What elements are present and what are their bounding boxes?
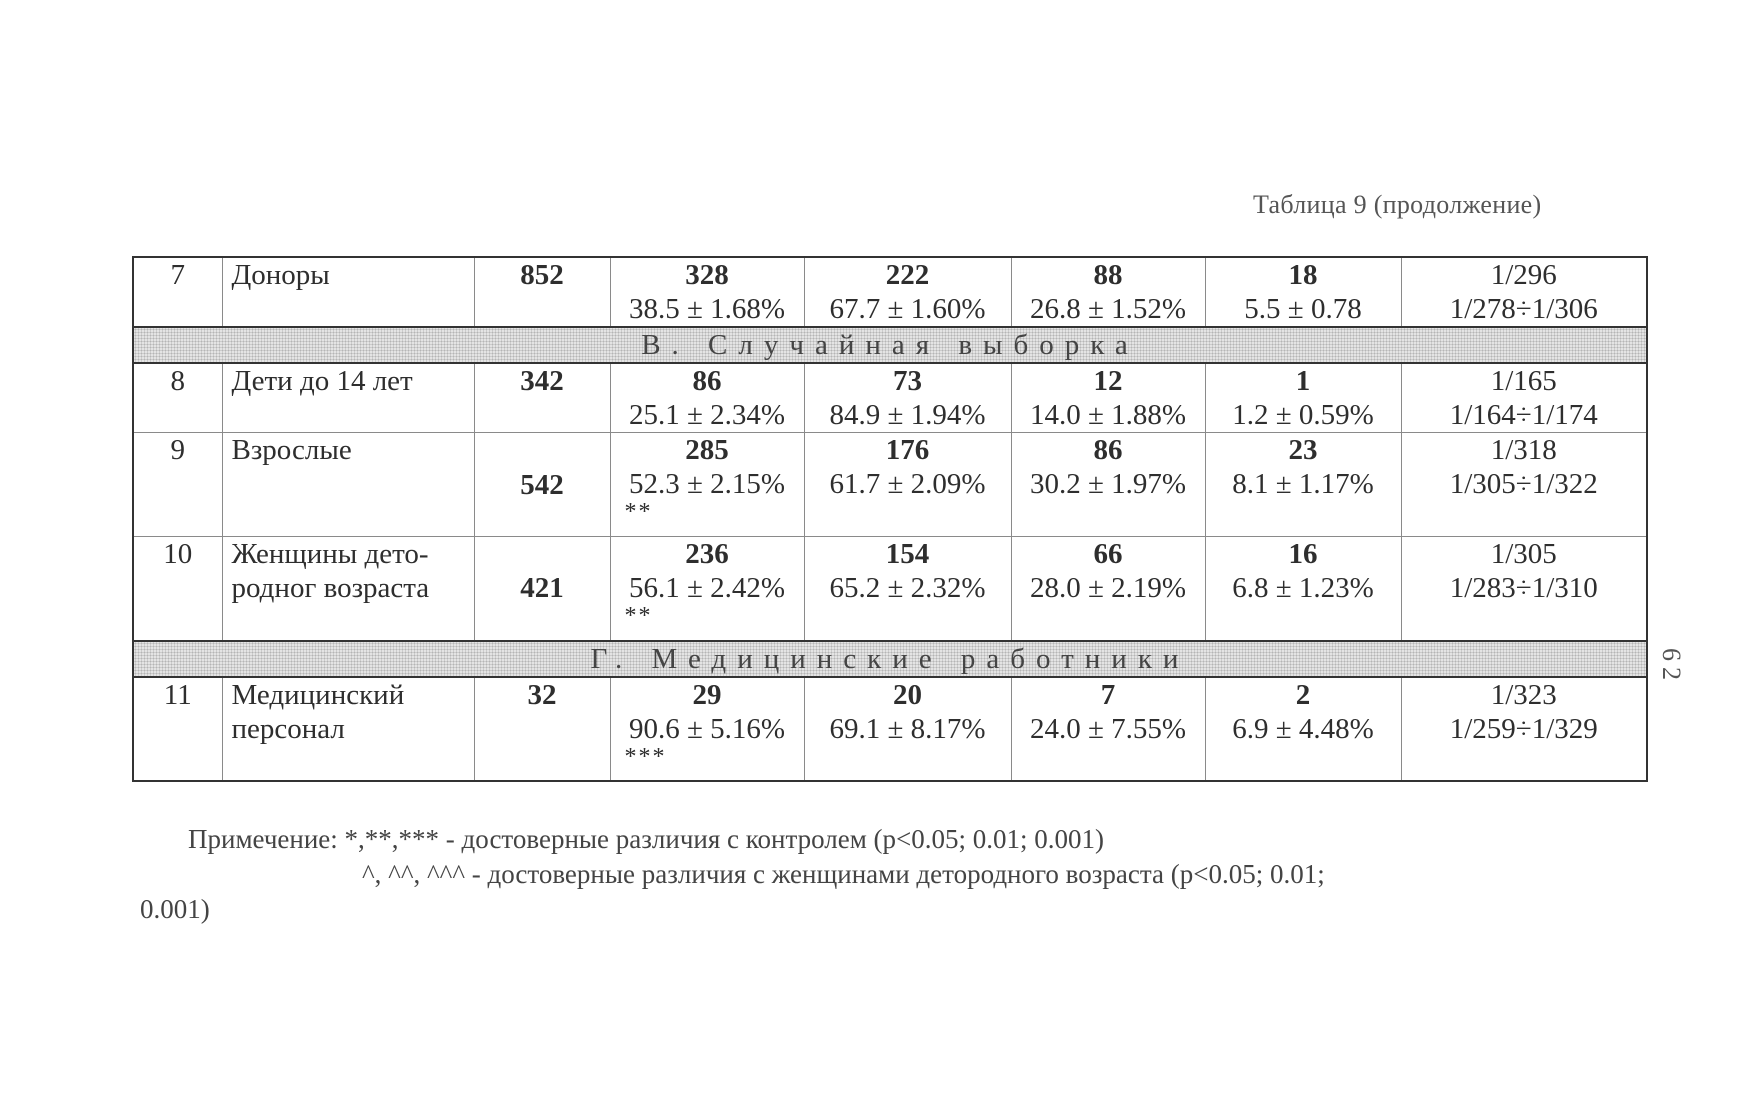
group-total: 421 bbox=[474, 537, 610, 641]
col3-cell bbox=[1011, 363, 1205, 433]
table-row bbox=[133, 537, 1647, 641]
data-table bbox=[132, 256, 1648, 782]
col2-count: 222 bbox=[885, 259, 930, 291]
col3-count: 88 bbox=[1093, 259, 1123, 291]
col4-count: 2 bbox=[1295, 678, 1311, 711]
ratio-main: 1/305 bbox=[1490, 538, 1557, 570]
col2-percent: 65.2 ± 2.32% bbox=[829, 572, 986, 604]
col1-percent: 25.1 ± 2.34% bbox=[628, 399, 786, 431]
col1-count: 285 bbox=[685, 434, 729, 466]
ratio-cell bbox=[1401, 363, 1647, 433]
col3-cell bbox=[1011, 433, 1205, 537]
ratio-range: 1/305÷1/322 bbox=[1449, 468, 1598, 500]
col1-count: 29 bbox=[692, 678, 722, 711]
group-total: 32 bbox=[474, 677, 610, 781]
col1-percent: 52.3 ± 2.15% bbox=[628, 468, 786, 500]
group-name: Взрослые bbox=[222, 433, 474, 537]
col1-count: 86 bbox=[692, 365, 722, 397]
col4-cell bbox=[1205, 677, 1401, 781]
col4-count: 23 bbox=[1288, 434, 1318, 466]
ratio-main: 1/165 bbox=[1490, 365, 1557, 397]
col4-count: 1 bbox=[1295, 365, 1311, 397]
group-total: 342 bbox=[474, 363, 610, 433]
col3-cell bbox=[1011, 257, 1205, 327]
col2-count: 176 bbox=[885, 434, 930, 466]
table-caption: Таблица 9 (продолжение) bbox=[1253, 190, 1542, 219]
col1-significance: *** bbox=[624, 743, 667, 770]
row-number: 10 bbox=[133, 537, 222, 641]
col4-cell bbox=[1205, 257, 1401, 327]
ratio-cell bbox=[1401, 677, 1647, 781]
col4-percent: 5.5 ± 0.78 bbox=[1244, 293, 1362, 325]
col2-percent: 84.9 ± 1.94% bbox=[829, 399, 986, 431]
col3-count: 12 bbox=[1093, 365, 1123, 397]
col1-percent: 90.6 ± 5.16% bbox=[628, 712, 786, 745]
row-number: 8 bbox=[133, 363, 222, 433]
group-name: Дети до 14 лет bbox=[222, 363, 474, 433]
ratio-main: 1/296 bbox=[1490, 259, 1557, 291]
col3-count: 86 bbox=[1093, 434, 1123, 466]
col3-count: 66 bbox=[1093, 538, 1123, 570]
col4-count: 16 bbox=[1288, 538, 1318, 570]
col3-cell bbox=[1011, 677, 1205, 781]
col4-cell bbox=[1205, 363, 1401, 433]
ratio-cell bbox=[1401, 433, 1647, 537]
col1-cell bbox=[610, 257, 804, 327]
table-note bbox=[140, 822, 1600, 927]
row-number: 11 bbox=[133, 677, 222, 781]
ratio-cell bbox=[1401, 537, 1647, 641]
col4-cell bbox=[1205, 537, 1401, 641]
group-name: Женщины дето-родног возраста bbox=[222, 537, 474, 641]
col2-cell bbox=[804, 433, 1011, 537]
col3-percent: 30.2 ± 1.97% bbox=[1029, 468, 1187, 500]
row-number: 7 bbox=[133, 257, 222, 327]
col1-significance: ** bbox=[624, 603, 653, 629]
col1-cell bbox=[610, 433, 804, 537]
col2-cell bbox=[804, 363, 1011, 433]
col1-count: 236 bbox=[685, 538, 729, 570]
note-line-3: 0.001) bbox=[140, 894, 210, 924]
col2-percent: 69.1 ± 8.17% bbox=[829, 712, 986, 745]
section-header bbox=[133, 327, 1647, 363]
col4-percent: 8.1 ± 1.17% bbox=[1232, 468, 1374, 500]
note-line-2: ^, ^^, ^^^ - достоверные различия с женщинами детородного возраста (p<0.05; 0.01; bbox=[362, 859, 1325, 889]
ratio-range: 1/164÷1/174 bbox=[1449, 399, 1598, 431]
col3-percent: 24.0 ± 7.55% bbox=[1029, 712, 1187, 745]
col1-cell bbox=[610, 537, 804, 641]
col3-count: 7 bbox=[1100, 678, 1116, 711]
col3-percent: 28.0 ± 2.19% bbox=[1029, 572, 1187, 604]
col4-count: 18 bbox=[1288, 259, 1318, 291]
col1-cell bbox=[610, 363, 804, 433]
col2-count: 154 bbox=[885, 538, 930, 570]
col2-count: 20 bbox=[893, 678, 922, 711]
col4-percent: 1.2 ± 0.59% bbox=[1232, 399, 1374, 431]
col4-percent: 6.9 ± 4.48% bbox=[1232, 712, 1374, 745]
section-b-title: В. Случайная выборка bbox=[133, 327, 1647, 363]
ratio-range: 1/283÷1/310 bbox=[1449, 572, 1598, 604]
col4-cell bbox=[1205, 433, 1401, 537]
col2-percent: 67.7 ± 1.60% bbox=[829, 293, 986, 325]
group-total: 852 bbox=[474, 257, 610, 327]
table-row bbox=[133, 363, 1647, 433]
table-row bbox=[133, 677, 1647, 781]
col1-percent: 38.5 ± 1.68% bbox=[628, 293, 786, 325]
row-number: 9 bbox=[133, 433, 222, 537]
col1-cell bbox=[610, 677, 804, 781]
col1-significance: ** bbox=[624, 499, 653, 525]
col1-percent: 56.1 ± 2.42% bbox=[628, 572, 786, 604]
ratio-main: 1/318 bbox=[1490, 434, 1557, 466]
col3-percent: 26.8 ± 1.52% bbox=[1029, 293, 1187, 325]
group-name: Медицинский персонал bbox=[222, 677, 474, 781]
table-row bbox=[133, 257, 1647, 327]
col2-count: 73 bbox=[893, 365, 922, 397]
col3-cell bbox=[1011, 537, 1205, 641]
col1-count: 328 bbox=[685, 259, 729, 291]
ratio-range: 1/259÷1/329 bbox=[1449, 712, 1598, 745]
section-g-title: Г. Медицинские работники bbox=[133, 641, 1647, 677]
col2-cell bbox=[804, 677, 1011, 781]
col4-percent: 6.8 ± 1.23% bbox=[1232, 572, 1374, 604]
col2-cell bbox=[804, 537, 1011, 641]
note-line-1: Примечение: *,**,*** - достоверные различия с контролем (p<0.05; 0.01; 0.001) bbox=[188, 824, 1104, 854]
group-name: Доноры bbox=[222, 257, 474, 327]
ratio-main: 1/323 bbox=[1490, 678, 1557, 711]
col2-cell bbox=[804, 257, 1011, 327]
ratio-cell bbox=[1401, 257, 1647, 327]
col3-percent: 14.0 ± 1.88% bbox=[1029, 399, 1187, 431]
page-number: 62 bbox=[1657, 648, 1686, 686]
ratio-range: 1/278÷1/306 bbox=[1449, 293, 1598, 325]
table-row bbox=[133, 433, 1647, 537]
section-header bbox=[133, 641, 1647, 677]
col2-percent: 61.7 ± 2.09% bbox=[829, 468, 986, 500]
group-total: 542 bbox=[474, 433, 610, 537]
